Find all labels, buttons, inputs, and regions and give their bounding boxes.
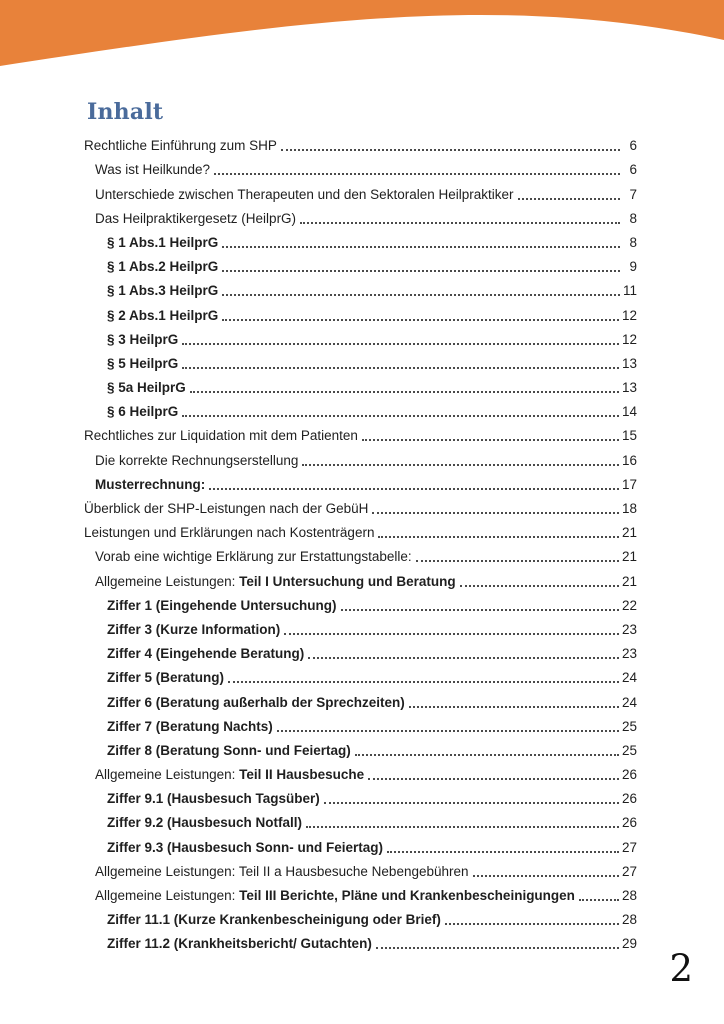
toc-entry-page-number: 23: [621, 646, 637, 662]
toc-entry[interactable]: [84, 130, 637, 154]
toc-entry-prefix: Allgemeine Leistungen:: [95, 888, 240, 903]
toc-entry[interactable]: [84, 831, 637, 855]
toc-entry[interactable]: [84, 372, 637, 396]
toc-entry-text: Rechtliches zur Liquidation mit dem Patienten: [84, 428, 358, 444]
toc-entry-label: [107, 355, 178, 372]
toc-entry[interactable]: [84, 711, 637, 735]
toc-leader-dots: [409, 706, 619, 708]
toc-entry-text: Ziffer 9.2 (Hausbesuch Notfall): [107, 815, 303, 831]
toc-entry-label: [95, 476, 205, 493]
toc-entry[interactable]: [84, 880, 637, 904]
toc-entry-text: Allgemeine Leistungen: Teil II a Hausbesuche Nebengebühren: [95, 863, 469, 879]
toc-entry-text: Ziffer 9.3 (Hausbesuch Sonn- und Feiertag): [107, 839, 384, 855]
toc-entry-label: [95, 766, 364, 783]
toc-entry-label: [84, 137, 277, 154]
toc-leader-dots: [302, 464, 619, 466]
toc-entry[interactable]: [84, 324, 637, 348]
toc-entry[interactable]: [84, 590, 637, 614]
toc-entry-label: [107, 718, 273, 735]
toc-entry[interactable]: [84, 251, 637, 275]
toc-entry-page-number: 6: [629, 162, 637, 178]
toc-entry-page-number: 28: [621, 912, 637, 928]
toc-entry[interactable]: [84, 735, 637, 759]
toc-leader-dots: [214, 173, 620, 175]
toc-entry-label: [107, 234, 218, 251]
toc-entry-text: Was ist Heilkunde?: [95, 162, 211, 178]
toc-leader-dots: [324, 802, 619, 804]
toc-entry-label: [95, 863, 469, 880]
toc-entry-label: [84, 500, 368, 517]
toc-entry-page-number: 27: [621, 839, 637, 855]
toc-entry-text: Ziffer 7 (Beratung Nachts): [107, 718, 273, 734]
toc-entry-page-number: 13: [621, 355, 637, 371]
toc-entry-label: [107, 282, 218, 299]
toc-leader-dots: [300, 222, 620, 224]
toc-entry-text: Teil II Hausbesuche: [239, 767, 365, 783]
toc-entry[interactable]: [84, 783, 637, 807]
toc-leader-dots: [284, 633, 619, 635]
toc-entry-label: [107, 621, 280, 638]
toc-entry-label: [107, 307, 218, 324]
toc-entry-page-number: 6: [629, 138, 637, 154]
toc-entry[interactable]: [84, 856, 637, 880]
toc-entry[interactable]: [84, 614, 637, 638]
toc-leader-dots: [306, 826, 619, 828]
toc-entry-page-number: 26: [621, 767, 637, 783]
toc-leader-dots: [579, 899, 619, 901]
toc-entry[interactable]: [84, 348, 637, 372]
toc-entry-page-number: 28: [621, 888, 637, 903]
toc-entry-page-number: 14: [621, 404, 637, 420]
toc-leader-dots: [222, 319, 619, 321]
toc-entry-label: [107, 379, 186, 396]
toc-entry[interactable]: [84, 662, 637, 686]
toc-entry[interactable]: [84, 759, 637, 783]
toc-entry-page-number: 8: [629, 234, 637, 250]
toc-entry-text: Ziffer 9.1 (Hausbesuch Tagsüber): [107, 791, 320, 807]
toc-entry[interactable]: [84, 203, 637, 227]
toc-entry-text: Ziffer 1 (Eingehende Untersuchung): [107, 597, 337, 613]
toc-entry-label: [95, 573, 456, 590]
toc-entry-page-number: 29: [621, 936, 637, 952]
toc-entry-page-number: 23: [621, 621, 637, 637]
toc-entry-page-number: 25: [621, 742, 637, 758]
toc-entry-text: Die korrekte Rechnungserstellung: [95, 452, 299, 468]
toc-entry[interactable]: [84, 227, 637, 251]
toc-entry-text: Unterschiede zwischen Therapeuten und den Sektoralen Heilpraktiker: [95, 186, 514, 202]
toc-entry-page-number: 11: [622, 283, 637, 299]
toc-entry[interactable]: [84, 541, 637, 565]
toc-entry-text: § 5 HeilprG: [107, 355, 179, 371]
toc-entry-label: [107, 911, 441, 928]
toc-entry-page-number: 24: [621, 670, 637, 686]
toc-entry[interactable]: [84, 928, 637, 952]
toc-entry-label: [107, 669, 224, 686]
toc-entry-label: [107, 694, 405, 711]
toc-leader-dots: [362, 439, 619, 441]
toc-entry-label: [84, 427, 358, 444]
toc-entry-label: [107, 839, 383, 856]
toc-leader-dots: [182, 367, 619, 369]
toc-entry-text: Musterrechnung:: [95, 476, 206, 492]
toc-leader-dots: [222, 294, 620, 296]
toc-entry-label: [107, 790, 320, 807]
toc-entry-label: [107, 935, 372, 952]
toc-entry-text: § 3 HeilprG: [107, 331, 179, 347]
toc-entry-label: [107, 258, 218, 275]
toc-entry-text: Ziffer 8 (Beratung Sonn- und Feiertag): [107, 742, 351, 758]
toc-leader-dots: [277, 730, 619, 732]
toc-leader-dots: [222, 246, 620, 248]
toc-leader-dots: [190, 391, 619, 393]
header-swoosh-graphic: [0, 0, 724, 90]
toc-leader-dots: [518, 198, 621, 200]
toc-leader-dots: [308, 657, 619, 659]
toc-entry-prefix: Allgemeine Leistungen:: [95, 767, 240, 783]
toc-entry-page-number: 18: [621, 501, 637, 516]
toc-entry-page-number: 27: [621, 863, 637, 879]
toc-entry-label: [95, 548, 412, 565]
toc-leader-dots: [445, 923, 619, 925]
toc-leader-dots: [368, 778, 619, 780]
toc-entry[interactable]: [84, 299, 637, 323]
toc-entry[interactable]: [84, 444, 637, 468]
toc-entry-page-number: 9: [629, 259, 637, 275]
toc-entry[interactable]: [84, 904, 637, 928]
toc-entry-text: Leistungen und Erklärungen nach Kostenträgern: [84, 525, 375, 541]
toc-entry[interactable]: [84, 565, 637, 589]
toc-entry-page-number: 26: [621, 791, 637, 807]
toc-entry-text: Teil I Untersuchung und Beratung: [239, 573, 456, 589]
toc-entry-text: Ziffer 6 (Beratung außerhalb der Sprechzeiten): [107, 694, 405, 710]
toc-entry[interactable]: [84, 517, 637, 541]
toc-entry-page-number: 21: [621, 525, 637, 541]
toc-entry[interactable]: [84, 493, 637, 517]
toc-entry-text: § 6 HeilprG: [107, 404, 179, 420]
table-of-contents: [84, 130, 637, 952]
toc-entry-text: § 2 Abs.1 HeilprG: [107, 307, 219, 323]
toc-entry-text: Ziffer 11.1 (Kurze Krankenbescheinigung oder Brief): [107, 912, 441, 928]
toc-entry-text: § 1 Abs.3 HeilprG: [107, 283, 219, 299]
page-number: 2: [669, 947, 693, 990]
toc-entry-label: [95, 452, 298, 469]
toc-entry-text: Ziffer 3 (Kurze Information): [107, 621, 281, 637]
toc-entry-page-number: 13: [621, 380, 637, 396]
toc-leader-dots: [182, 343, 619, 345]
toc-entry-prefix: Allgemeine Leistungen:: [95, 573, 240, 589]
toc-entry[interactable]: [84, 275, 637, 299]
toc-leader-dots: [281, 149, 620, 151]
toc-entry[interactable]: [84, 638, 637, 662]
toc-entry-label: [107, 331, 178, 348]
toc-entry-page-number: 12: [621, 331, 637, 347]
toc-entry-label: [95, 210, 296, 227]
toc-entry-label: [95, 161, 210, 178]
toc-entry[interactable]: [84, 807, 637, 831]
toc-entry-text: Ziffer 11.2 (Krankheitsbericht/ Gutachten): [107, 936, 372, 952]
toc-entry[interactable]: [84, 396, 637, 420]
toc-entry-label: [107, 814, 302, 831]
toc-entry[interactable]: [84, 686, 637, 710]
toc-entry-text: Ziffer 5 (Beratung): [107, 670, 225, 686]
toc-entry-label: [95, 186, 514, 203]
toc-entry-page-number: 16: [621, 452, 637, 468]
toc-entry-text: Ziffer 4 (Eingehende Beratung): [107, 646, 305, 662]
page-title: Inhalt: [87, 98, 164, 125]
toc-leader-dots: [473, 875, 619, 877]
toc-entry-text: § 1 Abs.2 HeilprG: [107, 259, 219, 275]
toc-entry-label: [95, 887, 575, 904]
toc-leader-dots: [387, 851, 619, 853]
toc-entry-page-number: 22: [621, 597, 637, 613]
toc-entry-text: § 1 Abs.1 HeilprG: [107, 234, 219, 250]
toc-entry-page-number: 17: [621, 476, 637, 492]
toc-entry-page-number: 21: [621, 573, 637, 589]
toc-entry-text: § 5a HeilprG: [107, 380, 186, 396]
toc-entry-page-number: 25: [621, 718, 637, 734]
toc-entry-page-number: 21: [621, 549, 637, 565]
toc-entry-page-number: 7: [629, 186, 637, 202]
toc-entry-text: Rechtliche Einführung zum SHP: [84, 138, 277, 154]
toc-entry-label: [107, 645, 304, 662]
toc-entry-label: [107, 742, 351, 759]
toc-entry-text: Das Heilpraktikergesetz (HeilprG): [95, 210, 297, 226]
toc-leader-dots: [228, 681, 619, 683]
toc-leader-dots: [355, 754, 619, 756]
toc-leader-dots: [182, 415, 619, 417]
toc-leader-dots: [372, 512, 619, 514]
toc-entry-label: [107, 597, 337, 614]
toc-entry-label: [84, 524, 374, 541]
toc-leader-dots: [209, 488, 619, 490]
toc-leader-dots: [460, 585, 619, 587]
toc-leader-dots: [378, 536, 619, 538]
toc-entry-page-number: 12: [621, 307, 637, 323]
toc-entry-text: Vorab eine wichtige Erklärung zur Erstattungstabelle:: [95, 549, 412, 565]
toc-leader-dots: [222, 270, 620, 272]
toc-entry[interactable]: [84, 420, 637, 444]
toc-entry[interactable]: [84, 178, 637, 202]
toc-entry-page-number: 26: [621, 815, 637, 831]
toc-entry[interactable]: [84, 154, 637, 178]
toc-entry-page-number: 24: [621, 694, 637, 710]
toc-entry-text: Teil III Berichte, Pläne und Krankenbescheinigungen: [239, 888, 575, 903]
toc-leader-dots: [416, 560, 619, 562]
toc-entry[interactable]: [84, 469, 637, 493]
toc-leader-dots: [341, 609, 619, 611]
toc-leader-dots: [376, 947, 619, 949]
toc-entry-page-number: 15: [621, 428, 637, 444]
toc-entry-text: Überblick der SHP-Leistungen nach der GebüH: [84, 501, 369, 516]
toc-entry-page-number: 8: [629, 210, 637, 226]
toc-entry-label: [107, 403, 178, 420]
